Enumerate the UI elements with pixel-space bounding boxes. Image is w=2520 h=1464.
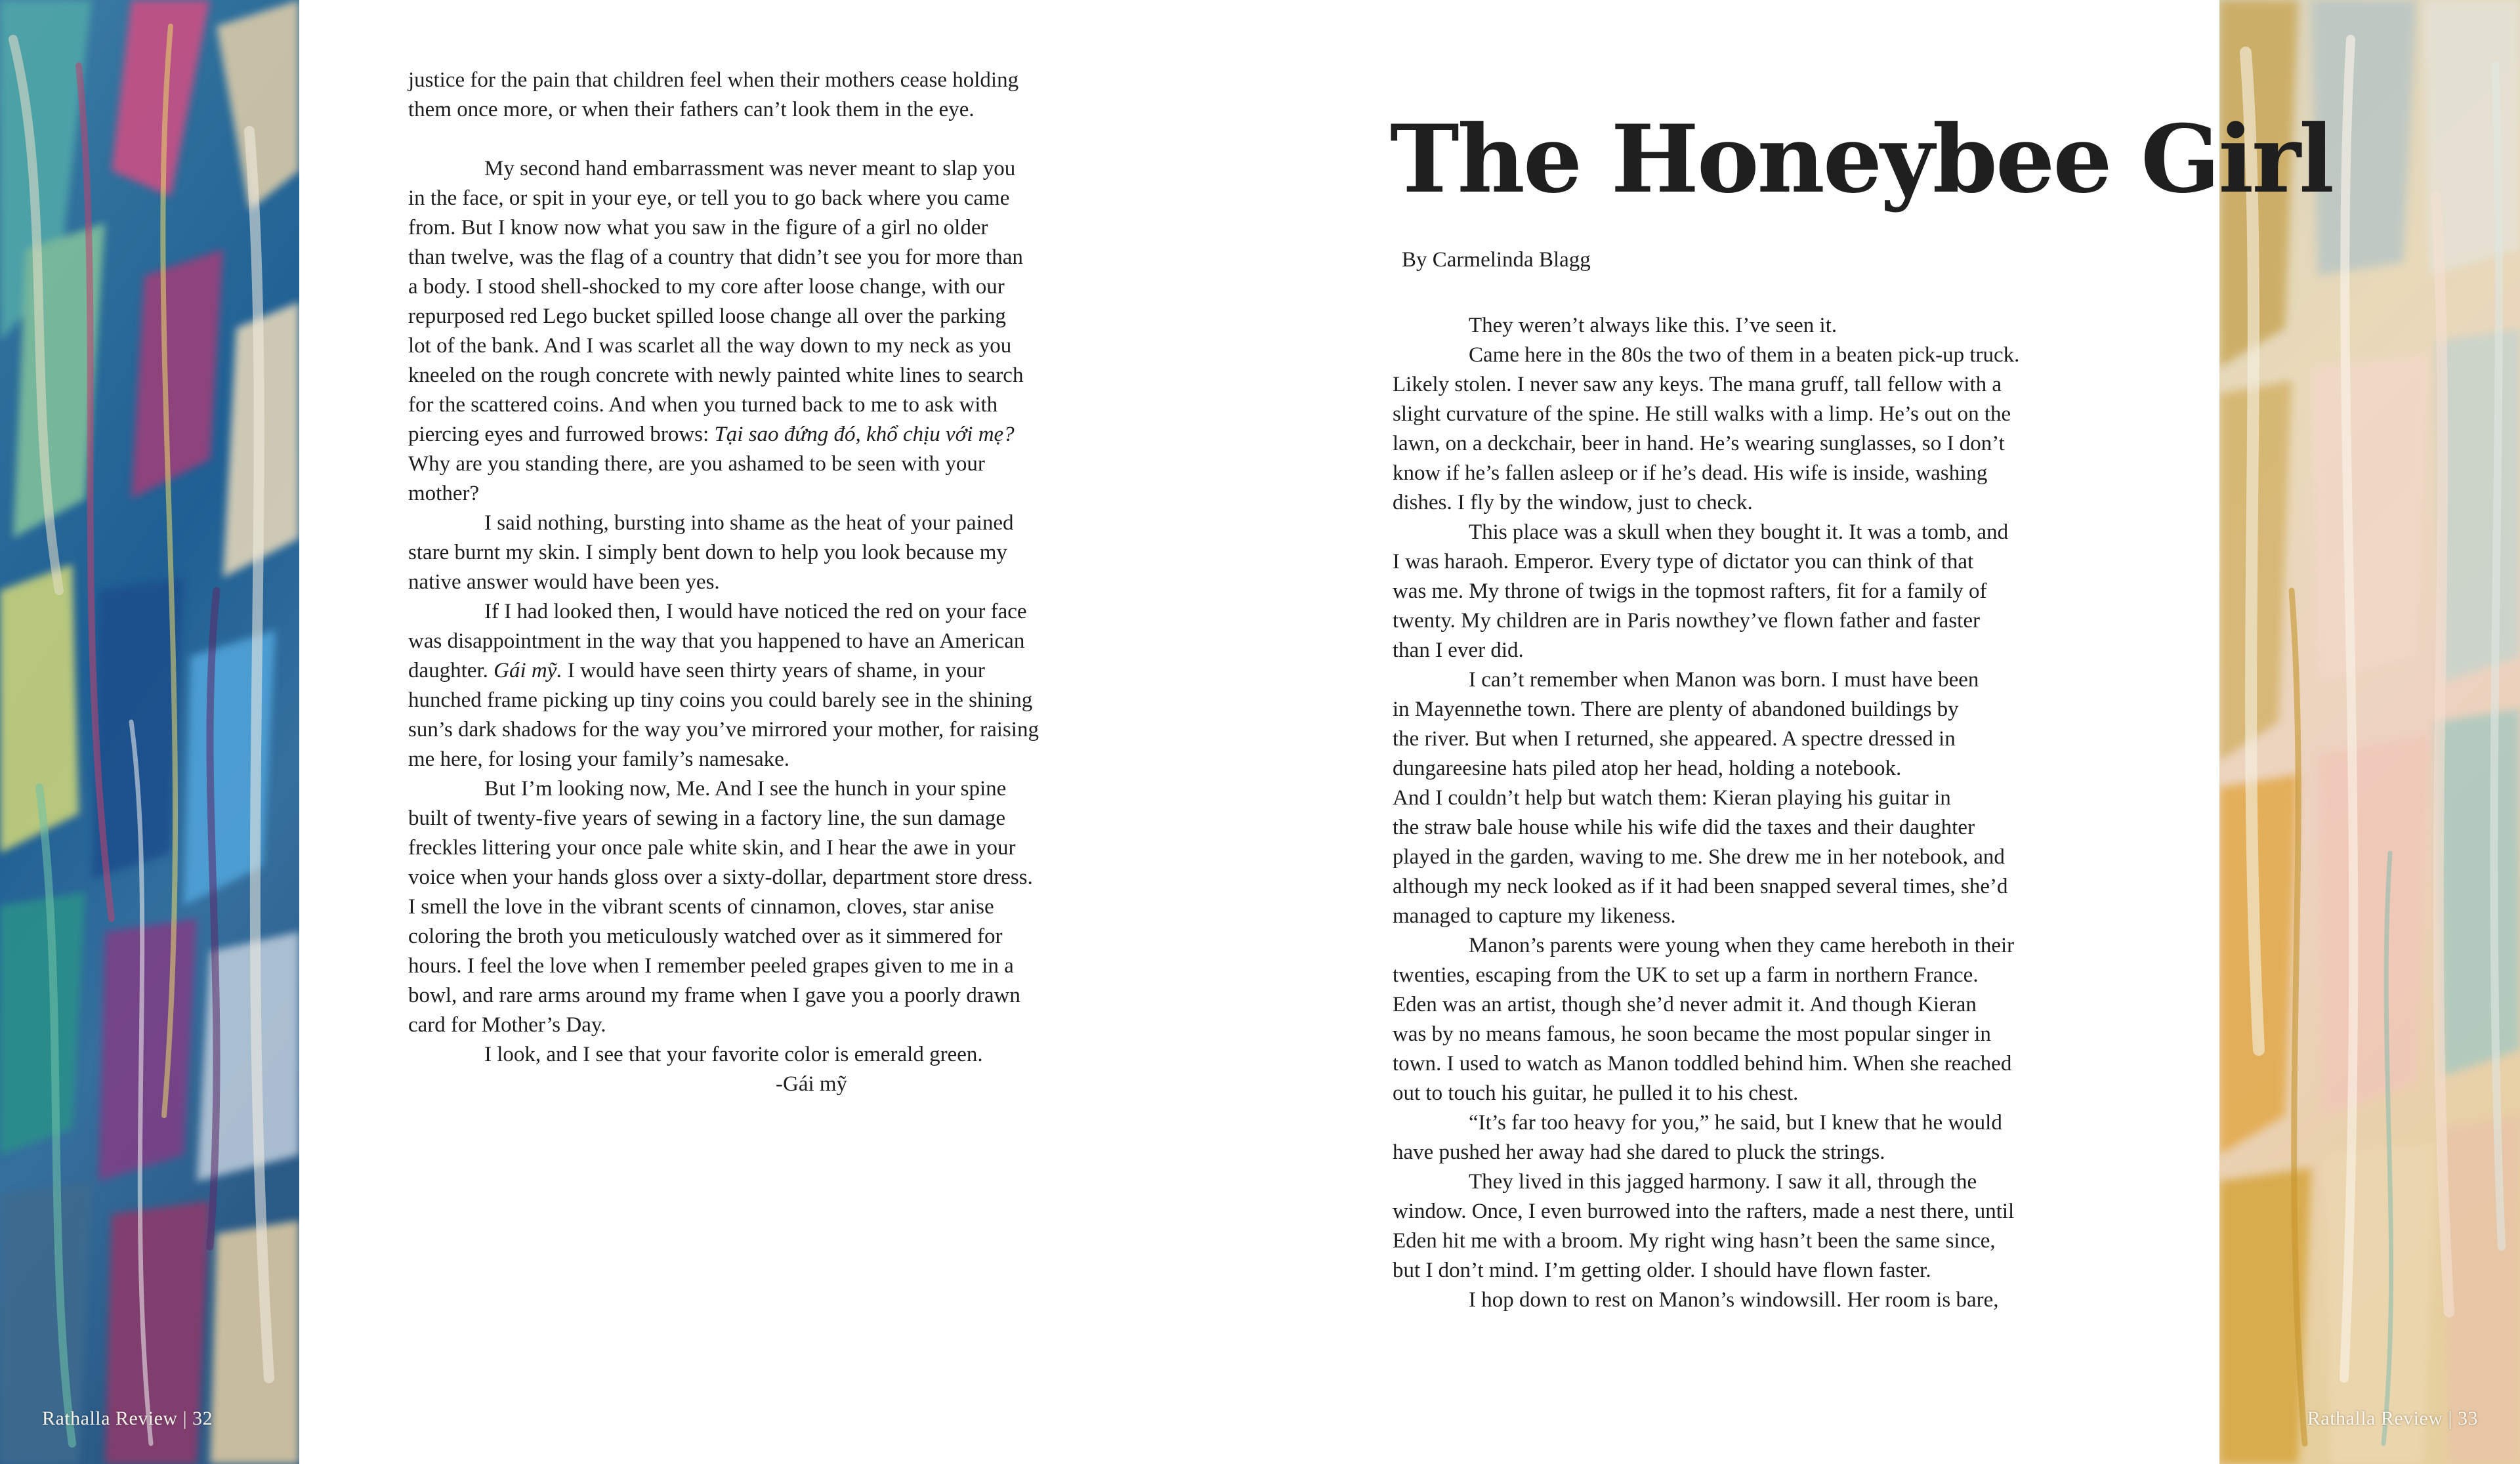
right-paragraph: Came here in the 80s the two of them in a beaten pick-up truck. Likely stolen. I never saw any keys. The mana gruff, tall fellow with a slight curvature of the spine. He still walks with a limp. He’s out on the lawn, on a deckchair, beer in hand. He’s wearing sunglasses, so I don’t know if he’s fallen asleep or if he’s dead. His wife is inside, washing dishes. I fly by the window, just to check. bbox=[1393, 343, 2020, 514]
paragraph-text: Why are you standing there, are you ashamed to be seen with your mother? bbox=[408, 452, 985, 505]
vietnamese-italic-text: Tại sao đứng đó, khổ chịu với mẹ? bbox=[714, 423, 1015, 446]
left-paragraph bbox=[408, 509, 1156, 597]
right-paragraph: I hop down to rest on Manon’s windowsill. Her room is bare, bbox=[1469, 1288, 1999, 1312]
abstract-painting-right bbox=[2219, 0, 2520, 1464]
poem-signature: -Gái mỹ bbox=[776, 1072, 848, 1096]
right-paragraph: Manon’s parents were young when they came hereboth in their twenties, escaping from the UK to set up a farm in northern France. Eden was an artist, though she’d never admit it. And though Kieran was by no means famous, he soon became the most popular singer in town. I used to watch as Manon toddled behind him. When she reached out to touch his guitar, he pulled it to his chest. bbox=[1393, 934, 2015, 1105]
left-paragraph bbox=[408, 154, 1156, 509]
left-paragraph bbox=[408, 597, 1156, 774]
paragraph-text: I look, and I see that your favorite color is emerald green. bbox=[484, 1043, 983, 1066]
paragraph-text: If I had looked then, I would have noticed the red on your face was disappointment in the way that you happened to have an American daughter. bbox=[408, 600, 1027, 682]
paragraph-text: But I’m looking now, Me. And I see the hunch in your spine built of twenty-five years of sewing in a factory line, the sun damage freckles littering your once pale white skin, and I hear the awe in your voice when your hands gloss over a sixty-dollar, department store dress. I smell the love in the vibrant scents of cinnamon, cloves, star anise coloring the broth you meticulously watched over as it simmered for hours. I feel the love when I remember peeled grapes given to me in a bowl, and rare arms around my frame when I gave you a poorly drawn card for Mother’s Day. bbox=[408, 777, 1033, 1037]
paragraph-text: I said nothing, bursting into shame as the heat of your pained stare burnt my skin. I simply bent down to help you look because my native answer would have been yes. bbox=[408, 511, 1014, 594]
right-paragraph: I can’t remember when Manon was born. I must have been in Mayennethe town. There are plenty of abandoned buildings by the river. But when I returned, she appeared. A spectre dressed in dungareesine hats piled atop her head, holding a notebook. And I couldn’t help but watch them: Kieran playing his guitar in the straw bale house while his wife did the taxes and their daughter played in the garden, waving to me. She drew me in her notebook, and although my neck looked as if it had been snapped several times, she’d managed to capture my likeness. bbox=[1393, 668, 2008, 928]
story-byline: By Carmelinda Blagg bbox=[1402, 248, 1591, 272]
right-paragraph: They weren’t always like this. I’ve seen it. bbox=[1469, 314, 1838, 337]
page-number-right: Rathalla Review | 33 bbox=[2307, 1408, 2478, 1429]
vietnamese-italic-text: Gái mỹ. bbox=[494, 659, 562, 682]
right-paragraph: They lived in this jagged harmony. I saw it all, through the window. Once, I even burrowed into the rafters, made a nest there, until Eden hit me with a broom. My right wing hasn’t been the same since, but I don’t mind. I’m getting older. I should have flown faster. bbox=[1393, 1170, 2015, 1282]
paragraph-text: I would have seen thirty years of shame, in your hunched frame picking up tiny coins you could barely see in the shining sun’s dark shadows for the way you’ve mirrored your mother, for raising me here, for losing your family’s namesake. bbox=[408, 659, 1039, 771]
story-title: The Honeybee Girl bbox=[1390, 105, 2333, 214]
abstract-painting-left bbox=[0, 0, 299, 1464]
left-paragraph bbox=[408, 66, 1156, 125]
paragraph-text: justice for the pain that children feel when their mothers cease holding them once more, or when their fathers can’t look them in the eye. bbox=[408, 68, 1019, 121]
paragraph-text: My second hand embarrassment was never meant to slap you in the face, or spit in your eye, or tell you to go back where you came from. But I know now what you saw in the figure of a girl no older than twelve, was the flag of a country that didn’t see you for more than a body. I stood shell-shocked to my core after loose change, with our repurposed red Lego bucket spilled loose change all over the parking lot of the bank. And I was scarlet all the way down to my neck as you kneeled on the rough concrete with newly painted white lines to search for the scattered coins. And when you turned back to me to ask with piercing eyes and furrowed brows: bbox=[408, 157, 1024, 446]
left-paragraph bbox=[408, 1040, 1156, 1070]
right-paragraph: This place was a skull when they bought it. It was a tomb, and I was haraoh. Emperor. Every type of dictator you can think of that was me. My throne of twigs in the topmost rafters, fit for a family of twenty. My children are in Paris nowthey’ve flown father and faster than I ever did. bbox=[1393, 520, 2009, 662]
left-painting-strip bbox=[0, 0, 299, 1464]
right-painting-strip bbox=[2219, 0, 2520, 1464]
right-text-column bbox=[1393, 311, 2128, 1315]
page-number-left: Rathalla Review | 32 bbox=[42, 1408, 213, 1429]
left-text-column bbox=[408, 66, 1156, 1099]
left-paragraph bbox=[408, 774, 1156, 1040]
right-paragraph: “It’s far too heavy for you,” he said, but I knew that he would have pushed her away had she dared to pluck the strings. bbox=[1393, 1111, 2002, 1164]
